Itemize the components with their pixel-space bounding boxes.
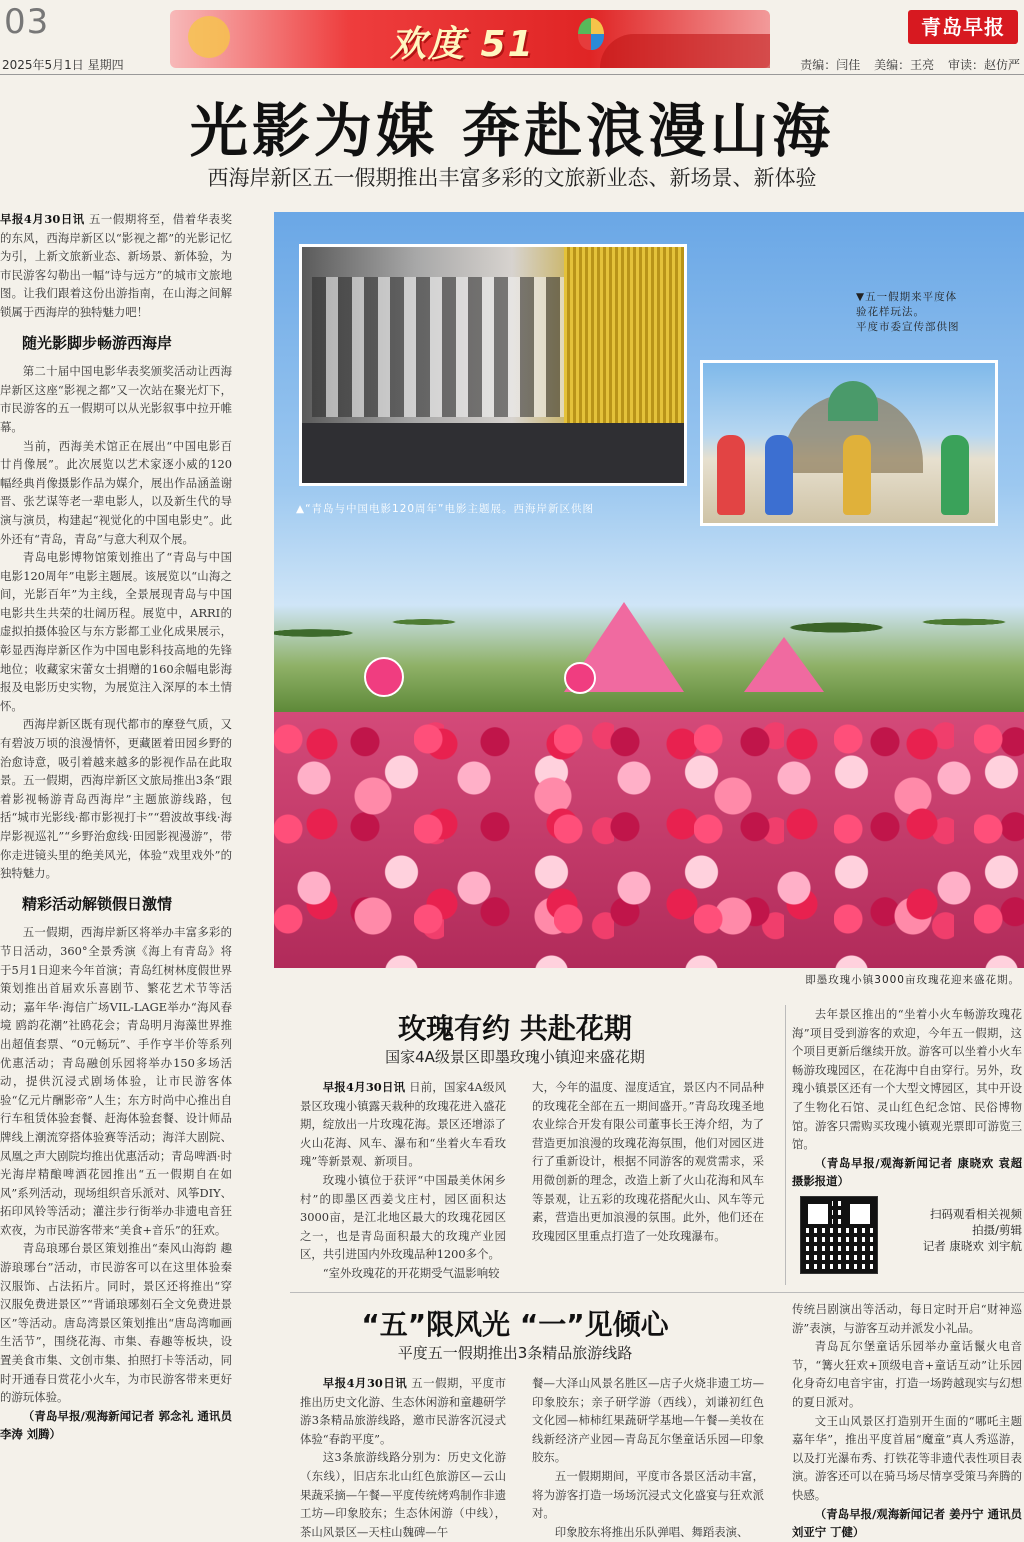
proofreader-credit: 审读：赵仿严 xyxy=(947,58,1020,72)
paragraph: 青岛瓦尔堡童话乐园举办童话鬣火电音节，“篝火狂欢+顶级电音+童话互动”让乐园化身奇幻电音宇宙，打造一场跨越现实与幻想的夏日派对。 xyxy=(792,1339,1022,1409)
holiday-banner xyxy=(170,10,770,68)
rose-photo-caption: 即墨玫瑰小镇3000亩玫瑰花迎来盛花期。 xyxy=(805,974,1020,986)
banner-decoration xyxy=(600,34,770,68)
paragraph: 大，今年的温度、湿度适宜，景区内不同品种的玫瑰花全部在五一期间盛开。”青岛玫瑰圣地农业综合开发有限公司董事长王涛介绍，为了营造更加浪漫的玫瑰花海氛围，他们对园区进行了重新设计，根据不同游客的观赏需求，采用微创新的理念，改造上新了火山花海和风车等景观，让五彩的玫瑰花搭配火山、风车等元素，营造出更加浪漫的氛围。此外，他们还在玫瑰园区里重点打造了一处玫瑰瀑布。 xyxy=(532,1080,764,1243)
heart-sign xyxy=(364,657,404,697)
pingdu-article-column xyxy=(792,1300,1022,1542)
designer-credit: 美编：王亮 xyxy=(874,58,935,72)
paragraph: 青岛琅琊台景区策划推出“秦风山海韵 趣游琅琊台”活动，市民游客可以在这里体验秦汉服饰、占法拓片。同时，景区还将推出“穿汉服免费进景区”“背诵琅琊刻石全文免费进景区”等活动。唐岛湾景区策划推出“唐岛湾咖画生活节”，围绕花海、市集、春趣等板块，设置美食市集、文创市集、拍照打卡等活动，同时开通春日赏花小火车，为市民游客带来更好的游玩体验。 xyxy=(0,1241,232,1405)
castle-dome xyxy=(828,381,878,421)
editor-credit: 责编：闫佳 xyxy=(800,58,861,72)
qr-line: 记者 康晓欢 刘宇航 xyxy=(922,1239,1022,1253)
section-rule xyxy=(290,1292,1024,1293)
qr-caption xyxy=(890,1206,1022,1254)
paragraph: 五一假期，西海岸新区将举办丰富多彩的节日活动，360°全景秀演《海上有青岛》将于5月1日迎来今年首演；青岛红树林度假世界策划推出首届欢乐喜剧节、繁花艺术节等活动；嘉年华·海信广场VIL-LAGE举办“海风春境 鸥韵花潮”社鸥花会；青岛明月海藻世界推出超值套票、“0元畅玩”、手作亨半价等系列优惠活动；青岛融创乐园将举办150多场活动，提供沉浸式剧场体验，让市民游客体验“亿元片酬影帝”人生；东方时尚中心推出自行车租赁体验套餐、赶海体验套餐、设计师品牌线上潮流穿搭体验赛等活动；海洋大剧院、凤凰之声大剧院均推出优惠活动；青岛啤酒·时光海岸精酿啤酒花园推出“五一假期自在如风”系列活动，现场组织音乐派对、风筝DIY、拓印风铃等活动；灌注步行街举办非遗电音狂欢夜，为市民游客带来“美食+音乐”的狂欢。 xyxy=(0,925,233,1237)
dateline: 早报4月30日讯 xyxy=(0,212,85,226)
pingdu-article-column xyxy=(532,1374,764,1541)
paragraph: 这3条旅游线路分别为：历史文化游（东线），旧店东北山红色旅游区—云山果蔬采摘—午餐—平度传统烤鸡制作非遗工坊—印象胶东；生态休闲游（中线），茶山风景区—天柱山魏碑—午 xyxy=(300,1450,506,1539)
volcano-sculpture xyxy=(744,637,824,692)
page-subheadline: 西海岸新区五一假期推出丰富多彩的文旅新业态、新场景、新体验 xyxy=(207,166,817,190)
dateline: 早报4月30日讯 xyxy=(322,1080,406,1094)
paragraph: 餐—大泽山风景名胜区—店子火烧非遗工坊—印象胶东；亲子研学游（西线），刘谦初红色文化园—柿柿红果蔬研学基地—午餐—美妆在线新经济产业园—青岛瓦尔堡童话乐园—印象胶东。 xyxy=(532,1376,764,1465)
pingdu-article-subtitle: 平度五一假期推出3条精品旅游线路 xyxy=(397,1344,633,1362)
paragraph: 五一假期期间，平度市各景区活动丰富，将为游客打造一场场沉浸式文化盛宴与狂欢派对。 xyxy=(532,1468,764,1521)
pingdu-park-photo xyxy=(700,360,998,526)
performer xyxy=(941,435,969,515)
paragraph: 青岛电影博物馆策划推出了“青岛与中国电影120周年”电影主题展。该展览以“山海之间，光影百年”为主线，全景展现青岛与中国电影共生共荣的壮阔历程。展览中，ARRI的虚拟拍摄体验区与东方影都工业化成果展示，彰显西海岸新区作为中国电影科技高地的先锋地位；收藏家宋蕾女士捐赠的160余幅电影海报及电影历史实物，为展览注入深厚的本土情怀。 xyxy=(0,550,232,713)
paragraph: “室外玫瑰花的开花期受气温影响较 xyxy=(322,1265,500,1280)
paragraph: 传统吕剧演出等活动，每日定时开启“财神巡游”表演，与游客互动并派发小礼品。 xyxy=(792,1302,1022,1335)
paragraph xyxy=(300,1374,506,1448)
rose-article-column xyxy=(792,1005,1022,1191)
heart-sign xyxy=(564,662,596,694)
caption-line: 平度市委宣传部供图 xyxy=(856,321,960,333)
film-photo-caption: ▲“青岛与中国电影120周年”电影主题展。西海岸新区供图 xyxy=(296,503,594,515)
performer xyxy=(717,435,745,515)
lead-article xyxy=(0,210,232,1444)
exhibition-floor xyxy=(302,423,684,483)
lead-paragraph xyxy=(0,210,232,322)
pingdu-article-column xyxy=(300,1374,506,1541)
park-photo-caption xyxy=(856,290,1006,335)
rose-article-column xyxy=(300,1078,506,1283)
byline: （青岛早报/观海新闻记者 郭念礼 通讯员 李涛 刘腾） xyxy=(0,1408,232,1442)
paragraph-text: 日前，国家4A级风景区玫瑰小镇露天栽种的玫瑰花进入盛花期，绽放出一片玫瑰花海。景区还增添了火山花海、风车、瀑布和“坐着火车看玫瑰”等新景观、新项目。 xyxy=(300,1080,506,1169)
rose-article-title: 玫瑰有约 共赴花期 xyxy=(398,1012,632,1045)
byline: （青岛早报/观海新闻记者 姜丹宁 通讯员 刘亚宁 丁健） xyxy=(792,1506,1022,1540)
paragraph: 去年景区推出的“坐着小火车畅游玫瑰花海”项目受到游客的欢迎，今年五一假期，这个项目更新后继续开放。游客可以坐着小火车畅游玫瑰园区，在花海中自由穿行。另外，玫瑰小镇景区还有一个大型文博园区，其中开设了生物化石馆、灵山红色纪念馆、民俗博物馆。游客只需购买玫瑰小镇观光票即可游览三馆。 xyxy=(792,1007,1022,1152)
paragraph: 西海岸新区既有现代都市的摩登气质，又有碧波万顷的浪漫情怀，更藏匿着田园乡野的治愈诗意，吸引着越来越多的影视作品在此取景。五一假期，西海岸新区文旅局推出3条“跟着影视畅游青岛西海岸”主题旅游线路，包括“城市光影线·都市影视打卡”“碧波故事线·海岸影视巡礼”“乡野治愈线·田园影视漫游”，带你走进镜头里的绝美风光，体验“戏里戏外”的独特魅力。 xyxy=(0,717,232,881)
banner-text: 欢度 51 xyxy=(390,24,535,65)
caption-line: 验花样玩法。 xyxy=(856,306,925,318)
section-heading: 随光影脚步畅游西海岸 xyxy=(22,333,173,352)
caption-line: ▼五一假期来平度体 xyxy=(856,291,958,303)
byline: （青岛早报/观海新闻记者 康晓欢 袁超 摄影报道） xyxy=(792,1155,1022,1189)
paragraph: 文王山风景区打造别开生面的“哪吒主题嘉年华”，推出平度首届“魔童”真人秀巡游，以及打光瀑布秀、打铁花等非遗代表性项目表演。游客还可以在骑马场尽情享受策马奔腾的快感。 xyxy=(792,1413,1022,1502)
editor-credits xyxy=(790,56,1020,73)
paragraph: 第二十届中国电影华表奖颁奖活动让西海岸新区这座“影视之都”又一次站在聚光灯下，市民游客的五一假期可以从光影叙事中拉开帷幕。 xyxy=(0,364,232,434)
film-exhibition-photo xyxy=(299,244,687,486)
photo-wall xyxy=(312,277,582,417)
header-rule xyxy=(0,74,1024,75)
qr-line: 扫码观看相关视频 xyxy=(930,1207,1022,1221)
flower-field xyxy=(274,712,1024,968)
section-heading: 精彩活动解锁假日激情 xyxy=(22,894,173,913)
page-headline: 光影为媒 奔赴浪漫山海 xyxy=(189,97,835,165)
sun-icon xyxy=(188,16,230,58)
performer xyxy=(843,435,871,515)
page-number: 03 xyxy=(4,2,50,42)
pingdu-article-title: “五”限风光 “一”见倾心 xyxy=(361,1308,669,1341)
paragraph xyxy=(300,1078,506,1171)
newspaper-logo: 青岛早报 xyxy=(908,10,1018,44)
qr-line: 拍摄/剪辑 xyxy=(972,1223,1022,1237)
intro-text: 五一假期将至，借着华表奖的东风，西海岸新区以“影视之都”的光影记忆为引，上新文旅新业态、新场景、新体验，为市民游客勾勒出一幅“诗与远方”的城市文旅地图。让我们跟着这份出游指南，在山海之间解锁属于西海岸的独特魅力吧！ xyxy=(0,212,232,319)
masthead xyxy=(0,0,1024,78)
rose-article-subtitle: 国家4A级景区即墨玫瑰小镇迎来盛花期 xyxy=(385,1048,645,1066)
paragraph: 玫瑰小镇位于获评“中国最美休闲乡村”的即墨区西姜戈庄村，园区面积达3000亩，是江北地区最大的玫瑰花园区之一，也是青岛面积最大的玫瑰产业园区，共引进国内外玫瑰品种1200多个。 xyxy=(300,1172,506,1262)
qr-code[interactable] xyxy=(800,1196,878,1274)
paragraph-text: 五一假期，平度市推出历史文化游、生态休闲游和童趣研学游3条精品旅游线路，邀市民游客沉浸式体验“春韵平度”。 xyxy=(300,1376,506,1446)
paragraph: 印象胶东将推出乐队弹唱、舞蹈表演、 xyxy=(554,1524,749,1539)
publication-date: 2025年5月1日 星期四 xyxy=(2,58,124,72)
dateline: 早报4月30日讯 xyxy=(322,1376,408,1390)
paragraph: 当前，西海美术馆正在展出“中国电影百廿肖像展”。此次展览以艺术家逐小威的120幅经典肖像摄影作品为媒介，展出作品涵盖谢晋、张艺谋等老一辈电影人，以及新生代的导演与演员，构建起“视觉化的中国电影史”。此外还有“青岛，青岛”与意大利双个展。 xyxy=(0,438,232,546)
performer xyxy=(765,435,793,515)
rose-article-column xyxy=(532,1078,764,1245)
hot-air-balloon-icon xyxy=(578,18,604,50)
column-rule xyxy=(785,1005,786,1285)
